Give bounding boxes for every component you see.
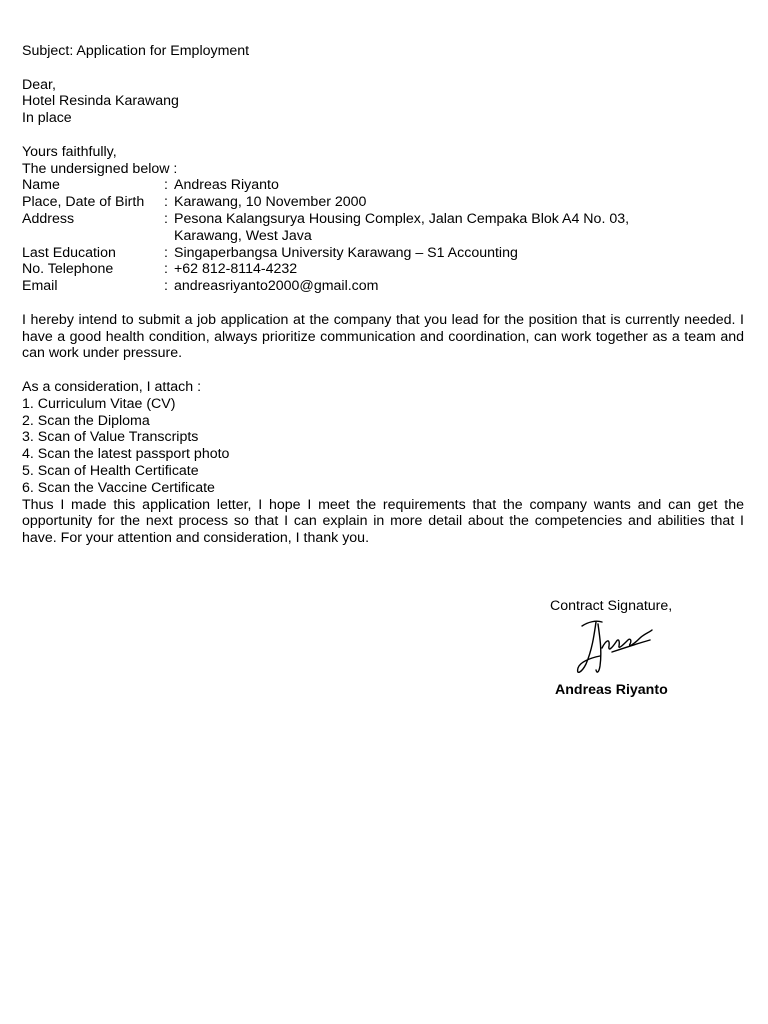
detail-row [22, 245, 744, 262]
handwritten-signature [572, 618, 656, 682]
detail-row [22, 261, 744, 278]
detail-label: Place, Date of Birth [22, 194, 145, 211]
detail-value [174, 194, 744, 211]
detail-value [174, 245, 744, 262]
detail-label: Email [22, 278, 58, 295]
opening-line: Yours faithfully, [22, 143, 117, 160]
list-item: 4. Scan the latest passport photo [22, 446, 230, 463]
detail-value-line: Andreas Riyanto [174, 177, 279, 194]
detail-separator: : [164, 194, 168, 211]
detail-value-line: Karawang, 10 November 2000 [174, 194, 367, 211]
body-paragraph: I hereby intend to submit a job application at the company that you lead for the position that is currently needed. I have a good health condition, always prioritize communication and coordination, can work together as a team and can work under pressure. [22, 311, 744, 362]
detail-label: Last Education [22, 244, 116, 261]
detail-value-line: andreasriyanto2000@gmail.com [174, 278, 379, 295]
spacer [22, 60, 744, 77]
recipient-name: Hotel Resinda Karawang [22, 93, 179, 110]
detail-separator: : [164, 278, 168, 295]
signature-label: Contract Signature, [550, 598, 673, 614]
detail-row [22, 194, 744, 211]
detail-row [22, 211, 744, 245]
salutation: Dear, [22, 76, 56, 93]
spacer [22, 295, 744, 312]
spacer [22, 362, 744, 379]
attach-intro: As a consideration, I attach : [22, 378, 202, 395]
detail-label: No. Telephone [22, 261, 114, 278]
subject-line: Subject: Application for Employment [22, 43, 250, 59]
detail-separator: : [164, 261, 168, 278]
recipient-place: In place [22, 110, 72, 127]
detail-value [174, 211, 744, 245]
detail-separator: : [164, 244, 168, 261]
detail-label: Name [22, 177, 60, 194]
detail-separator: : [164, 177, 168, 194]
detail-value-line: Karawang, West Java [174, 227, 312, 244]
list-item: 1. Curriculum Vitae (CV) [22, 395, 176, 412]
attachment-list [22, 396, 744, 497]
detail-row [22, 278, 744, 295]
detail-value-line: Pesona Kalangsurya Housing Complex, Jalan Cempaka Blok A4 No. 03, [174, 210, 630, 227]
spacer [22, 127, 744, 144]
detail-value [174, 177, 744, 194]
detail-value [174, 261, 744, 278]
signature-name: Andreas Riyanto [555, 682, 668, 698]
closing-paragraph: Thus I made this application letter, I hope I meet the requirements that the company wants and can get the opportunity for the next process so that I can explain in more detail about the competencies and abilities that I have. For your attention and consideration, I thank you. [22, 496, 744, 547]
detail-separator: : [164, 210, 168, 227]
list-item: 2. Scan the Diploma [22, 412, 150, 429]
list-item: 3. Scan of Value Transcripts [22, 429, 199, 446]
letter-body [22, 43, 744, 547]
detail-label: Address [22, 210, 75, 227]
applicant-details [22, 177, 744, 295]
detail-value-line: +62 812-8114-4232 [174, 261, 298, 278]
list-item: 6. Scan the Vaccine Certificate [22, 479, 215, 496]
intro-line: The undersigned below : [22, 160, 178, 177]
detail-value [174, 278, 744, 295]
detail-row [22, 177, 744, 194]
list-item: 5. Scan of Health Certificate [22, 462, 199, 479]
detail-value-line: Singaperbangsa University Karawang – S1 Accounting [174, 244, 518, 261]
